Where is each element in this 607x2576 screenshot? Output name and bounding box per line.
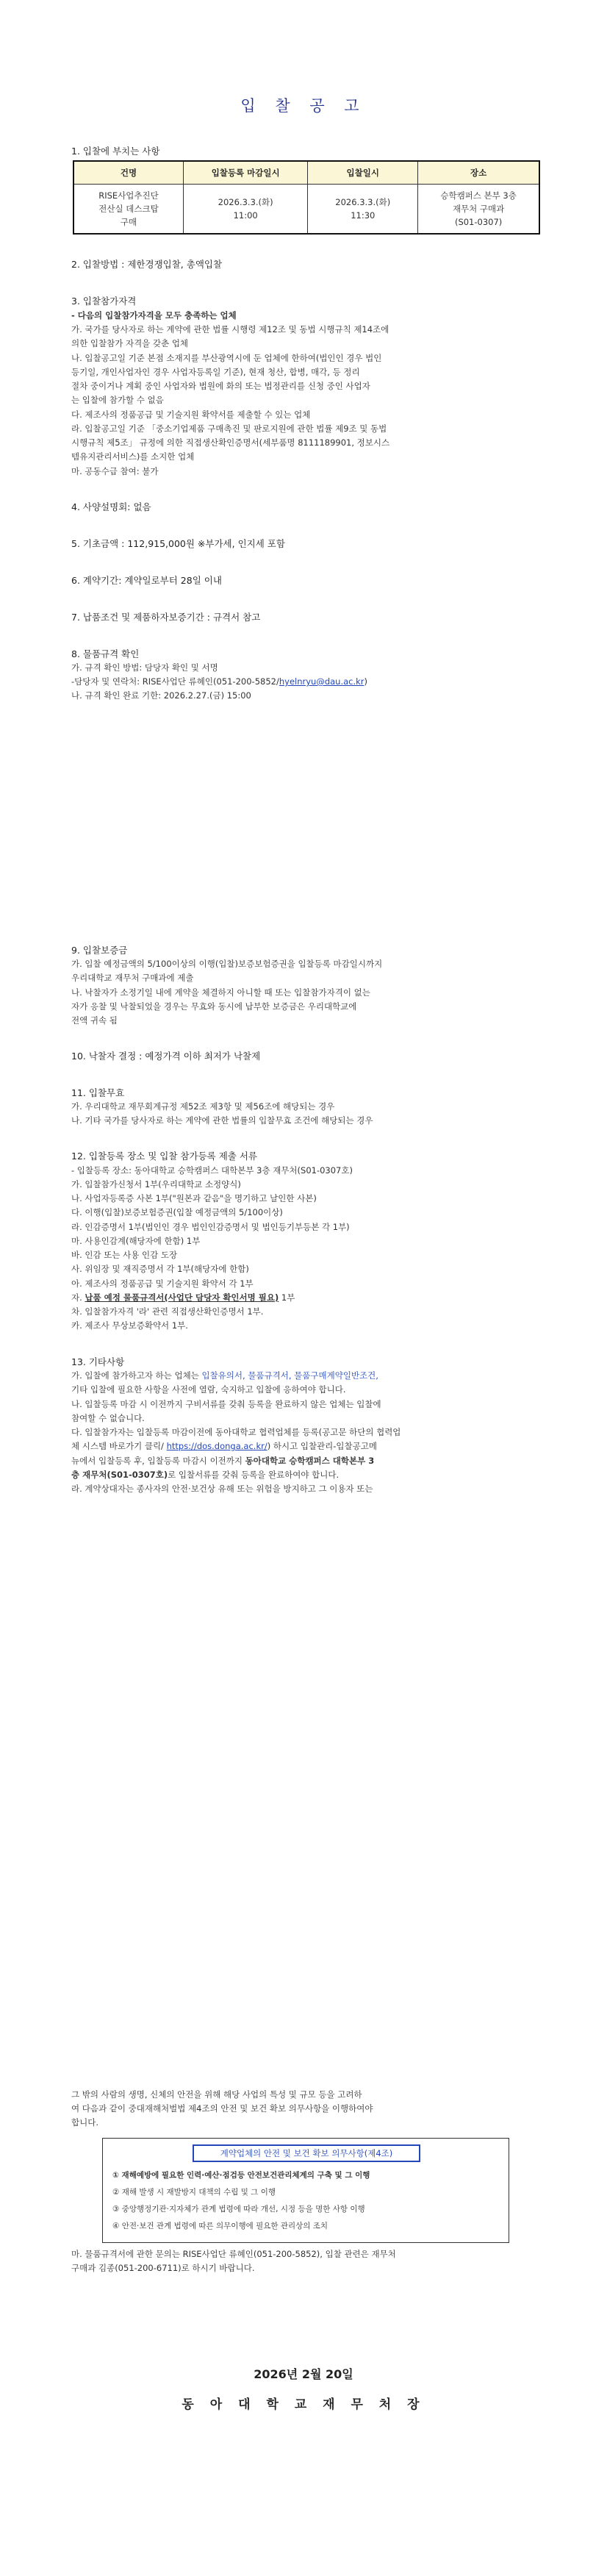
document-list-item: 다. 이행(입찰)보증보험증권(입찰 예정금액의 5/100이상) [71,1207,283,1217]
misc-line: 여 다음과 같이 중대재해처벌법 제4조의 안전 및 보건 확보 의무사항을 이행하여야 [71,2103,373,2114]
safety-item: ① 재해예방에 필요한 인력·예산·점검등 안전보건관리체계의 구축 및 그 이행 [112,2171,370,2180]
registration-place: 층 재무처(S01-0307호) [71,1470,168,1480]
misc-line: 합니다. [71,2117,98,2128]
section-6-contract-period: 6. 계약기간: 계약일로부터 28일 이내 [71,575,222,586]
spec-check-method: 가. 규격 확인 방법: 담당자 확인 및 서명 [71,662,218,673]
eligibility-line: - 다음의 입찰참가자격을 모두 충족하는 업체 [71,310,237,321]
section-5-base-amount: 5. 기초금액 : 112,915,000원 ※부가세, 인지세 포함 [71,538,285,549]
misc-text: 뉴에서 입찰등록 후, 입찰등록 마감시 이전까지 [71,1456,245,1466]
misc-text: 가. 입찰에 참가하고자 하는 업체는 [71,1370,202,1381]
header-location: 장소 [418,161,539,185]
cell-line: 재무처 구매과 [452,204,505,214]
deposit-line: 자가 응찰 및 낙찰되었을 경우는 무효와 동시에 납부한 보증금은 우리대학교에 [71,1001,357,1012]
section-9-heading: 9. 입찰보증금 [71,945,128,956]
issuer-signature: 동 아 대 학 교 재 무 처 장 [182,2397,425,2412]
contact-text: -담당자 및 연락처: RISE사업단 류혜인(051-200-5852/ [71,676,279,687]
contact-text-end: ) [364,676,368,687]
misc-line: 라. 계약상대자는 종사자의 안전·보건상 유해 또는 위험을 방지하고 그 이용자 또는 [71,1484,373,1494]
section-3-heading: 3. 입찰참가자격 [71,296,137,307]
eligibility-line: 는 입찰에 참가할 수 없음 [71,395,164,405]
section-4-briefing: 4. 사양설명회: 없음 [71,501,151,512]
deposit-line: 우리대학교 재무처 구매과에 제출 [71,973,194,983]
section-8-heading: 8. 물품규격 확인 [71,648,140,659]
invalid-bid-line: 가. 우리대학교 재무회계규정 제52조 제3항 및 제56조에 해당되는 경우 [71,1101,335,1112]
misc-text: 로 입찰서류를 갖춰 등록을 완료하여야 합니다. [168,1470,340,1480]
document-list-item: 바. 인감 또는 사용 인감 도장 [71,1250,178,1260]
cell-item-name [73,185,184,235]
eligibility-line: 의한 입찰참가 자격을 갖춘 업체 [71,338,189,348]
deposit-line: 가. 입찰 예정금액의 5/100이상의 이행(입찰)보증보험증권을 입찰등록 마감일시까지 [71,959,383,969]
list-suffix: 1부 [279,1292,295,1303]
partner-system-link[interactable]: https://dos.donga.ac.kr/ [166,1441,267,1451]
section-1-heading: 1. 입찰에 부치는 사항 [71,146,160,157]
spec-contact-line [71,675,367,688]
cell-line: 구매 [120,217,137,227]
cell-bid-datetime [308,185,418,235]
registration-place: 동아대학교 승학캠퍼스 대학본부 3 [245,1456,375,1466]
section-2-bid-method: 2. 입찰방법 : 제한경쟁입찰, 총액입찰 [71,259,223,270]
document-list-item: 마. 사용인감계(해당자에 한함) 1부 [71,1236,201,1246]
eligibility-line: 등기일, 개인사업자인 경우 사업자등록일 기준), 현재 청산, 합병, 매각, 등 정리 [71,367,360,377]
safety-item: ④ 안전·보건 관계 법령에 따른 의무이행에 필요한 관리상의 조치 [112,2222,328,2230]
document-list-item: 차. 입찰참가자격 '라' 관련 직접생산확인증명서 1부. [71,1306,264,1317]
deposit-line: 전액 귀속 됨 [71,1015,118,1026]
misc-line [71,1468,339,1481]
cell-line: (S01-0307) [454,217,503,227]
page-title: 입 찰 공 고 [240,97,367,115]
announcement-date: 2026년 2월 20일 [254,2367,353,2381]
eligibility-line: 절차 중이거나 계획 중인 사업자와 법원에 화의 또는 법정관리를 신청 중인 사업자 [71,381,370,391]
eligibility-line: 다. 제조사의 정품공급 및 기술지원 확약서를 제출할 수 있는 업체 [71,409,311,420]
cell-line: 11:30 [351,210,376,221]
document-list-item: 사. 위임장 및 재직증명서 각 1부(해당자에 한함) [71,1264,249,1274]
section-13-heading: 13. 기타사항 [71,1356,125,1367]
section-12-heading: 12. 입찰등록 장소 및 입찰 참가등록 제출 서류 [71,1151,257,1162]
cell-line: 11:00 [233,210,258,221]
eligibility-line: 나. 입찰공고일 기준 본점 소재지를 부산광역시에 둔 업체에 한하여(법인인 경우 법인 [71,353,382,363]
cell-registration-deadline [184,185,308,235]
cell-line: 전산실 데스크탑 [98,204,159,214]
document-list-item: 가. 입찰참가신청서 1부(우리대학교 소정양식) [71,1179,241,1189]
document-list-item: 카. 제조사 무상보증확약서 1부. [71,1320,188,1331]
document-list-item [71,1291,295,1304]
misc-line: 다. 입찰참가자는 입찰등록 마감이전에 동아대학교 협력업체를 등록(공고문 하단의 협력업 [71,1427,401,1437]
bid-documents-link[interactable]: 입찰유의서, 물품규격서, 물품구매계약일반조건, [201,1370,378,1381]
eligibility-line: 가. 국가를 당사자로 하는 계약에 관한 법률 시행령 제12조 및 동법 시행규칙 제14조에 [71,324,389,334]
section-11-heading: 11. 입찰무효 [71,1087,125,1098]
eligibility-line: 템유지관리서비스)를 소지한 업체 [71,451,195,462]
cell-line: 2026.3.3.(화) [335,197,391,207]
misc-line: 참여할 수 없습니다. [71,1413,145,1423]
bid-table-header [73,161,539,185]
document-list-item: 라. 인감증명서 1부(법인인 경우 법인인감증명서 및 법인등기부등본 각 1부) [71,1222,350,1232]
document-list-item: - 입찰등록 장소: 동아대학교 승학캠퍼스 대학본부 3층 재무처(S01-0307호) [71,1165,353,1176]
misc-line: 구매과 김종(051-200-6711)로 하시기 바랍니다. [71,2263,255,2273]
misc-line: 기타 입찰에 필요한 사항을 사전에 열람, 숙지하고 입찰에 응하여야 합니다. [71,1384,346,1395]
misc-line [71,1439,377,1453]
eligibility-line: 라. 입찰공고일 기준 「중소기업제품 구매촉진 및 판로지원에 관한 법률 제9조 및 동법 [71,423,387,434]
safety-item: ③ 중앙행정기관·지자체가 관계 법령에 따라 개선, 시정 등을 명한 사항 이행 [112,2205,365,2214]
bid-table-row [73,185,539,235]
safety-box-title: 계약업체의 안전 및 보건 확보 의무사항(제4조) [193,2144,420,2162]
deposit-line: 나. 낙찰자가 소정기일 내에 계약을 체결하지 아니할 때 또는 입찰참가자격이 없는 [71,987,370,998]
eligibility-line: 시행규칙 제5조」 규정에 의한 직접생산확인증명서(세부품명 8111189901, 정보시스 [71,437,390,448]
document-list-item: 아. 제조사의 정품공급 및 기술지원 확약서 각 1부 [71,1278,254,1289]
header-bid-datetime: 입찰일시 [308,161,418,185]
safety-item: ② 재해 발생 시 재발방지 대책의 수립 및 그 이행 [112,2188,276,2197]
invalid-bid-line: 나. 기타 국가를 당사자로 하는 계약에 관한 법률의 입찰무효 조건에 해당되는 경우 [71,1115,373,1126]
misc-line [71,1369,378,1382]
header-item-name: 건명 [73,161,184,185]
section-10-award-method: 10. 낙찰자 결정 : 예정가격 이하 최저가 낙찰제 [71,1051,261,1062]
safety-obligations-box [102,2138,509,2243]
list-marker: 자. [71,1292,85,1303]
misc-line: 그 밖의 사람의 생명, 신체의 안전을 위해 해당 사업의 특성 및 규모 등을 고려하 [71,2089,362,2100]
spec-check-deadline: 나. 규격 확인 완료 기한: 2026.2.27.(금) 15:00 [71,690,251,701]
misc-text: ) 하시고 입찰관리-입찰공고메 [267,1441,377,1451]
cell-location [418,185,539,235]
misc-line [71,1454,374,1467]
contact-email-link[interactable]: hyelnryu@dau.ac.kr [279,676,364,687]
bid-table [73,160,540,235]
misc-line: 나. 입찰등록 마감 시 이전까지 구비서류를 갖춰 등록을 완료하지 않은 업체는 입찰에 [71,1399,381,1409]
header-registration-deadline: 입찰등록 마감일시 [184,161,308,185]
misc-line: 마. 물품규격서에 관한 문의는 RISE사업단 류혜인(051-200-5852), 입찰 관련은 재무처 [71,2249,396,2259]
spec-sheet-requirement: 납품 예정 물품규격서(사업단 담당자 확인서명 필요) [85,1292,279,1303]
misc-text: 체 시스템 바로가기 클릭/ [71,1441,167,1451]
cell-line: RISE사업추진단 [98,190,159,201]
eligibility-line: 마. 공동수급 참여: 불가 [71,466,159,476]
section-7-delivery-terms: 7. 납품조건 및 제품하자보증기간 : 규격서 참고 [71,612,261,623]
cell-line: 2026.3.3.(화) [218,197,273,207]
cell-line: 승학캠퍼스 본부 3층 [440,190,517,201]
document-list-item: 나. 사업자등록증 사본 1부("원본과 같음"을 명기하고 날인한 사본) [71,1193,317,1203]
